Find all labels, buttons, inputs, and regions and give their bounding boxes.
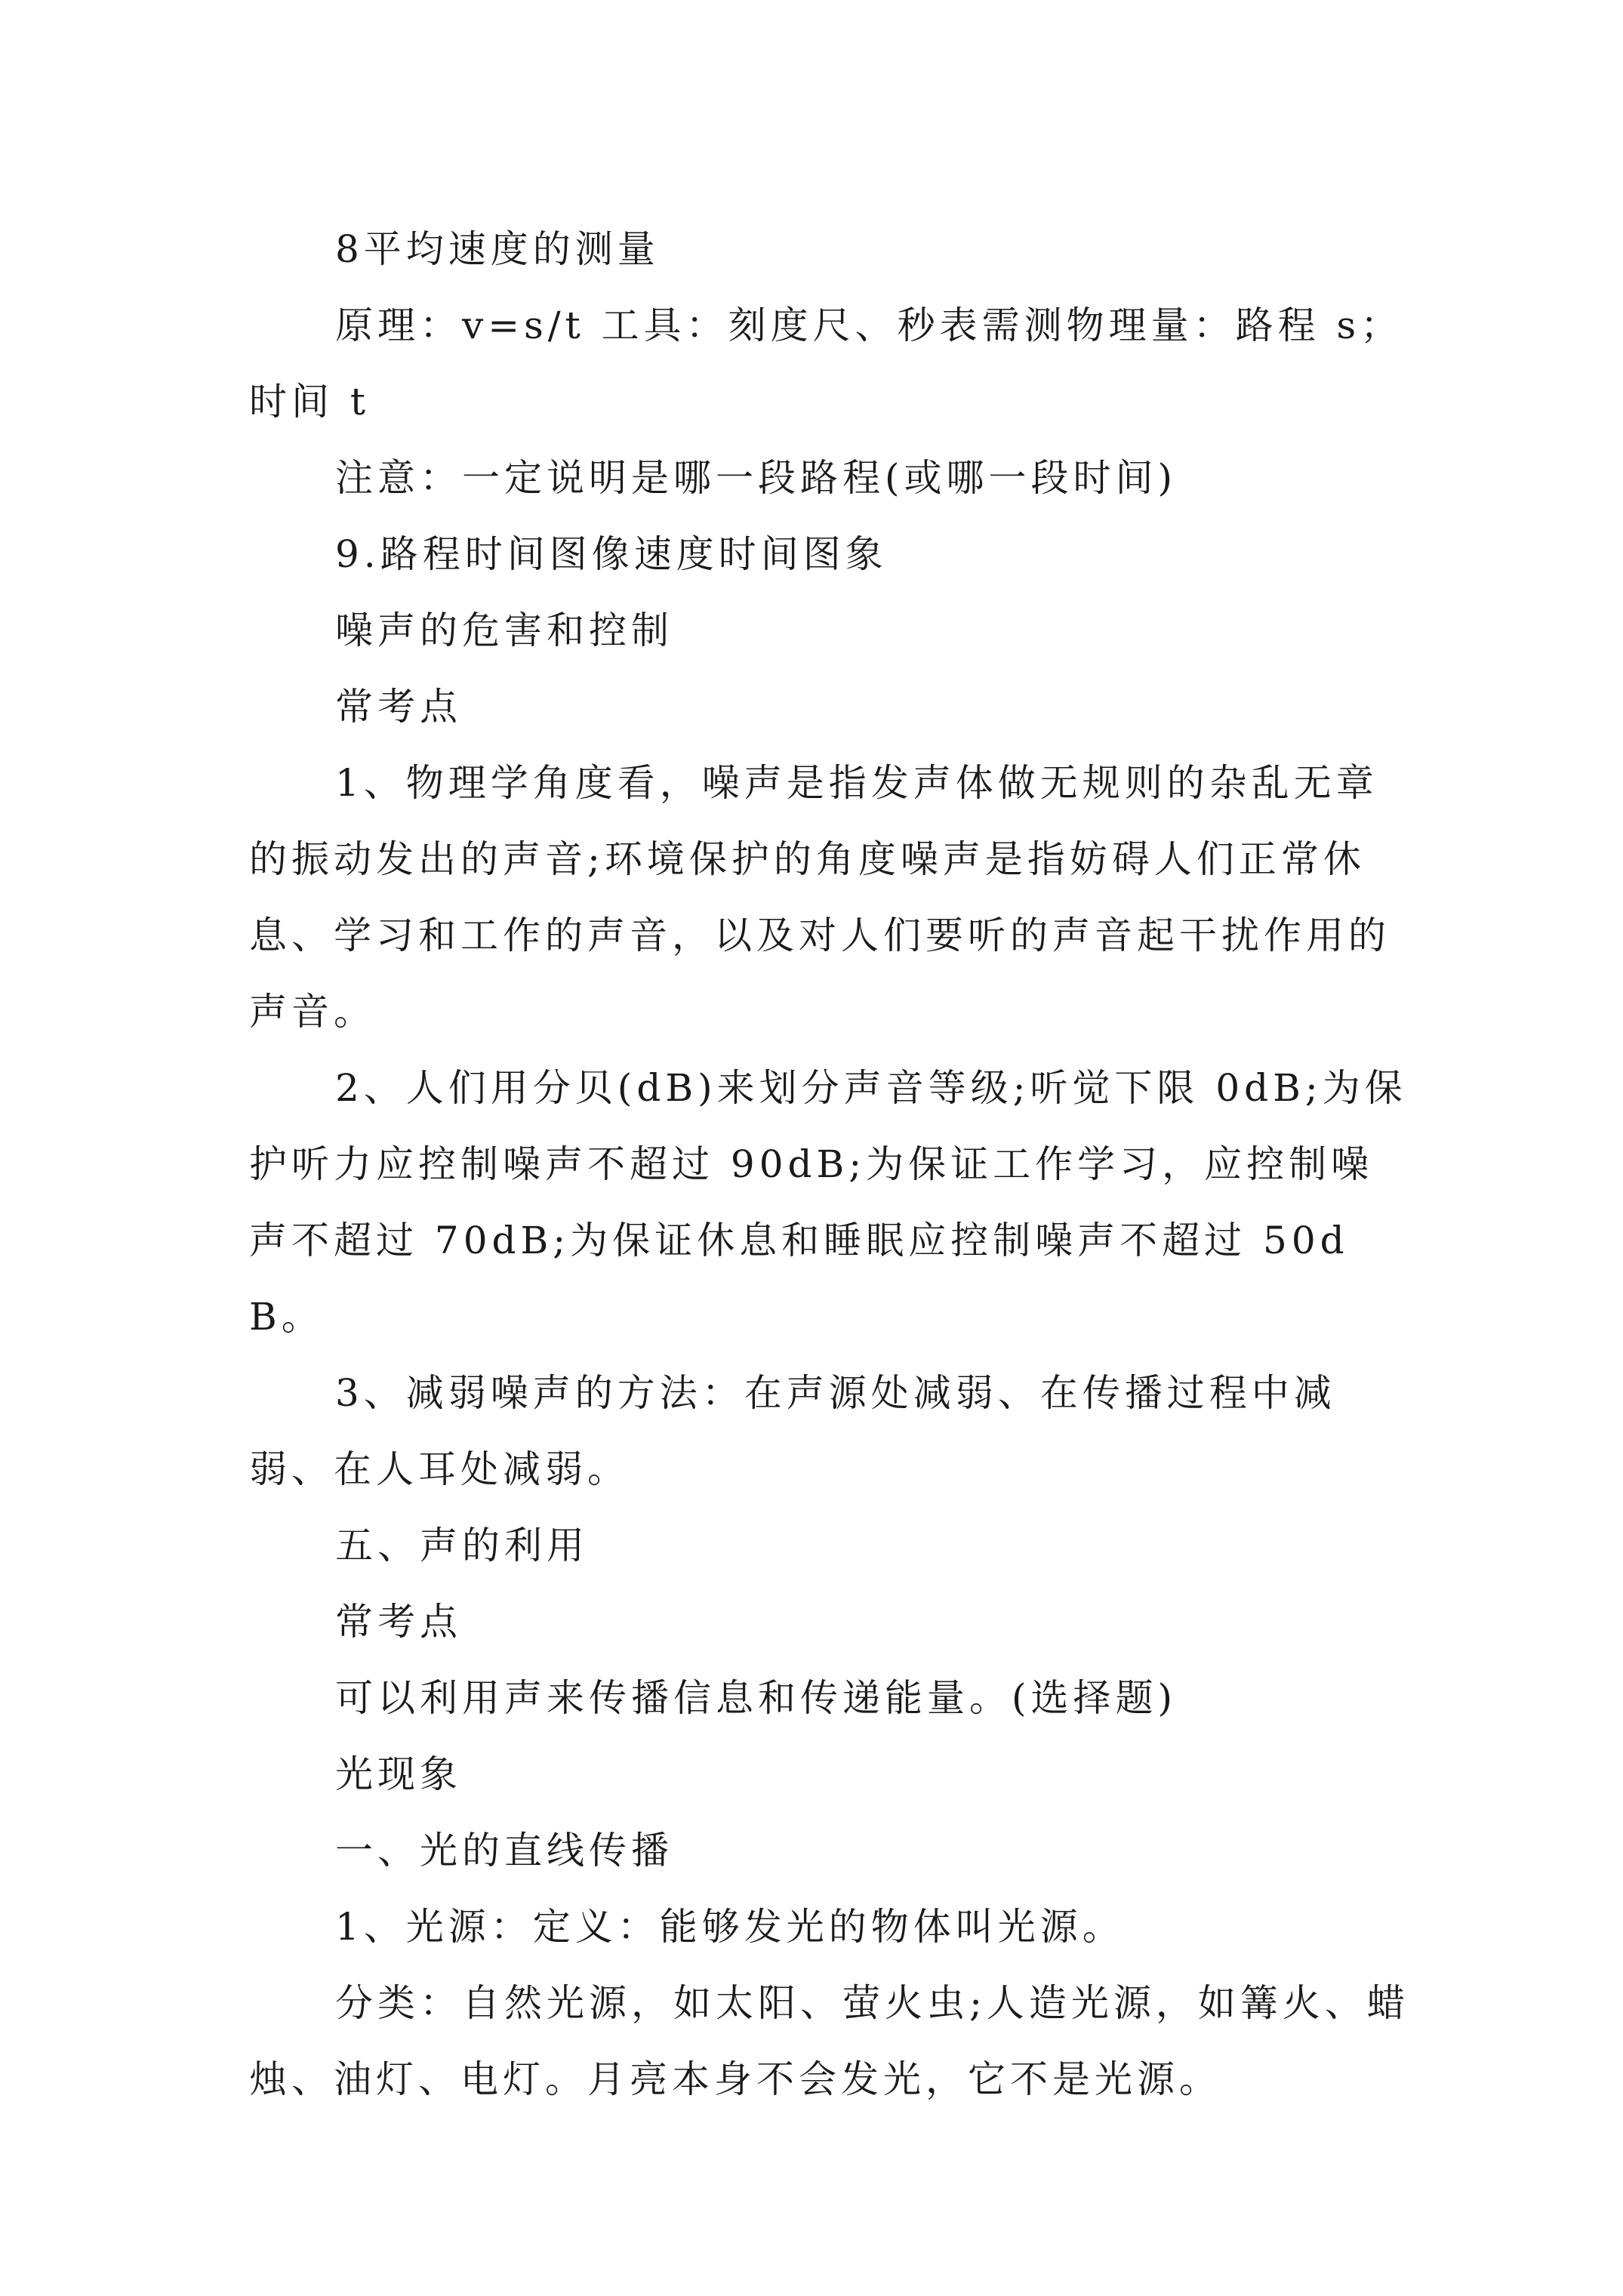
paragraph-noise-reduction: 3、减弱噪声的方法：在声源处减弱、在传播过程中减弱、在人耳处减弱。 <box>249 1371 1336 1491</box>
paragraph-note: 注意：一定说明是哪一段路程(或哪一段时间) <box>335 456 1178 500</box>
section-heading-graphs: 9.路程时间图像速度时间图象 <box>335 532 888 576</box>
section-heading-light-propagation: 一、光的直线传播 <box>335 1829 673 1872</box>
subheading-key-points: 常考点 <box>335 685 462 729</box>
paragraph-decibel-levels: 2、人们用分贝(dB)来划分声音等级;听觉下限 0dB;为保护听力应控制噪声不超过 90dB;为保证工作学习，应控制噪声不超过 70dB;为保证休息和睡眠应控制噪声不超过 50dB。 <box>249 1066 1407 1339</box>
paragraph-light-source-classification: 分类：自然光源，如太阳、萤火虫;人造光源，如篝火、蜡烛、油灯、电灯。月亮本身不会发光，它不是光源。 <box>249 1981 1409 2101</box>
section-heading-noise: 噪声的危害和控制 <box>335 609 673 652</box>
paragraph-principle: 原理：v=s/t 工具：刻度尺、秒表需测物理量：路程 s；时间 t <box>249 304 1403 424</box>
section-heading-sound-use: 五、声的利用 <box>335 1524 589 1567</box>
subheading-key-points: 常考点 <box>335 1600 462 1644</box>
paragraph-noise-definition: 1、物理学角度看，噪声是指发声体做无规则的杂乱无章的振动发出的声音;环境保护的角度噪声是指妨碍人们正常休息、学习和工作的声音，以及对人们要听的声音起干扰作用的声音。 <box>249 761 1390 1034</box>
document-body <box>249 211 1412 2118</box>
section-heading-average-speed: 8平均速度的测量 <box>335 227 660 271</box>
paragraph-sound-use: 可以利用声来传播信息和传递能量。(选择题) <box>335 1676 1178 1720</box>
chapter-heading-light: 光现象 <box>335 1752 462 1796</box>
paragraph-light-source-definition: 1、光源：定义：能够发光的物体叫光源。 <box>335 1905 1125 1949</box>
